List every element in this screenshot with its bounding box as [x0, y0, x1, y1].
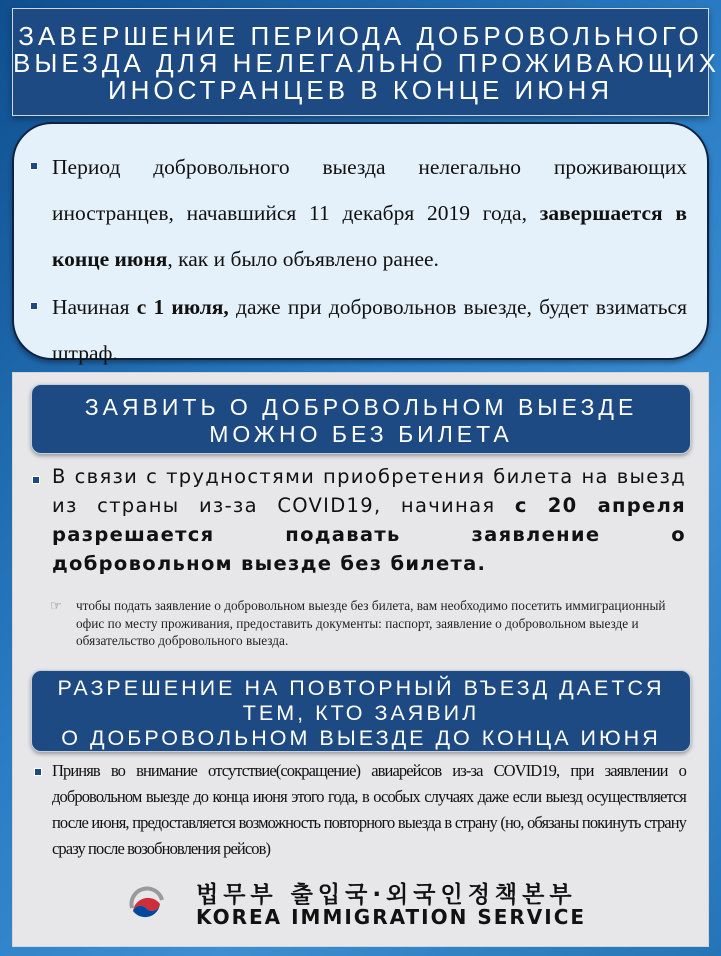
title-line-2: ВЫЕЗДА ДЛЯ НЕЛЕГАЛЬНО ПРОЖИВАЮЩИХ — [13, 48, 721, 78]
text-emphasis: с 20 апреля разрешается подавать заявление о добровольном выезде без билета. — [52, 494, 686, 575]
list-item-text — [52, 462, 686, 578]
info-card — [12, 122, 709, 365]
text-run: Начиная — [52, 295, 137, 319]
bullet-square-icon — [34, 768, 42, 776]
text-run: , как и было объявлено ранее. — [167, 247, 439, 271]
text-emphasis: завершается в конце июня — [52, 201, 687, 271]
ministry-name-korean: 법무부 출입국·외국인정책본부 — [196, 882, 577, 908]
section-body — [32, 462, 686, 578]
title-line-3: ИНОСТРАНЦЕВ В КОНЦЕ ИЮНЯ — [107, 75, 614, 105]
page-title — [12, 8, 721, 116]
ministry-logo — [124, 876, 604, 936]
list-item-text: Приняв во внимание отсутствие(сокращение) авиарейсов из-за COVID19, при заявлении о добровольном выезде до конца июня этого года, в особых случаях даже если выезд осуществляется после июня, предоставляется возможность повторного выезда в страну (но, обязаны покинуть страну сразу после возобновления рейсов) — [52, 761, 686, 858]
taegeuk-emblem-icon — [124, 878, 170, 928]
list-item — [32, 462, 686, 578]
section-header-line: РАЗРЕШЕНИЕ НА ПОВТОРНЫЙ ВЪЕЗД ДАЕТСЯ — [57, 676, 665, 700]
bullet-square-icon — [30, 302, 38, 310]
list-item — [30, 284, 687, 376]
title-line-1: ЗАВЕРШЕНИЕ ПЕРИОДА ДОБРОВОЛЬНОГО — [18, 21, 703, 51]
section-header-line: ТЕМ, КТО ЗАЯВИЛ — [242, 701, 480, 725]
list-item-text — [52, 284, 687, 376]
section-header-line: МОЖНО БЕЗ БИЛЕТА — [209, 421, 513, 447]
bullet-square-icon — [32, 476, 40, 484]
footnote-text: чтобы подать заявление о добровольном выезде без билета, вам необходимо посетить иммиграционный офис по месту проживания, предоставить документы: паспорт, заявление о добровольном выезде и обязательство добровольного выезда. — [76, 598, 666, 648]
text-run: В связи с трудностями приобретения билета на выезд из страны из-за COVID19, начиная — [52, 465, 686, 517]
list-item — [34, 758, 686, 862]
section-header-line: ЗАЯВИТЬ О ДОБРОВОЛЬНОМ ВЫЕЗДЕ — [84, 394, 638, 420]
bullet-square-icon — [30, 162, 38, 170]
section-header — [31, 670, 691, 752]
section-header-line: О ДОБРОВОЛЬНОМ ВЫЕЗДЕ ДО КОНЦА ИЮНЯ — [61, 726, 661, 750]
list-item — [30, 144, 687, 282]
text-run: Период добровольного выезда нелегально проживающих иностранцев, начавшийся 11 декабря 2019 года, — [52, 155, 687, 225]
footnote — [50, 597, 676, 650]
ministry-name-english: KOREA IMMIGRATION SERVICE — [196, 905, 587, 929]
section-header — [31, 384, 691, 454]
text-emphasis: с 1 июля, — [136, 295, 229, 319]
text-run: даже при добровольнов выезде, будет взиматься штраф. — [52, 295, 687, 365]
list-item-text — [52, 144, 687, 282]
section-body — [34, 758, 686, 862]
pointing-hand-icon: ☞ — [50, 598, 62, 613]
